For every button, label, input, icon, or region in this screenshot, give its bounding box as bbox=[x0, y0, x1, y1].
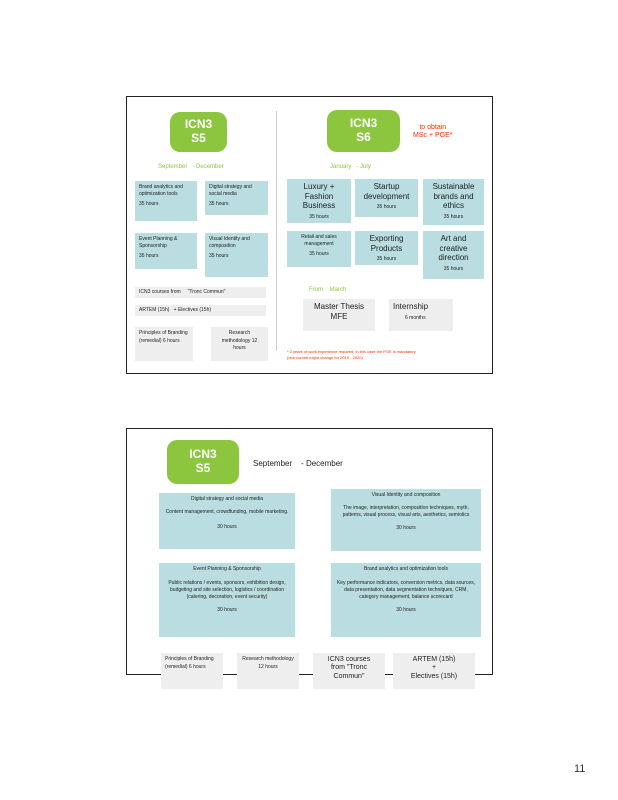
badge-line2: S6 bbox=[356, 130, 371, 144]
course-exporting-products: Exporting Products 35 hours bbox=[355, 231, 418, 265]
badge-line1: ICN3 bbox=[184, 117, 213, 132]
divider-line bbox=[276, 111, 277, 351]
course-event-planning: Event Planning & Sponsorship Public relations / events, sponsors, exhibition design, budgeting and site selection, logistics / coordination (catering, decoration, event security) 30 hours bbox=[159, 563, 295, 637]
course-brand-analytics: Brand analytics and optimization tools 35 hours bbox=[135, 181, 197, 221]
semester-period-s6: January - July bbox=[330, 164, 371, 170]
principles-branding: Principles of Branding (remedial) 6 hours bbox=[161, 653, 223, 689]
course-visual-identity: Visual Identity and composition The image, interpretation, composition techniques, myth, patterns, visual process, visual arts, aesthetics, semiotics 30 hours bbox=[331, 489, 481, 551]
icn3-tronc-commun: ICN3 courses from "Tronc Commun" bbox=[313, 653, 385, 689]
icn3-s5-badge bbox=[170, 112, 227, 152]
footnote: * 3 years of work experience required; in this case the PGE is mandatory (one course might change for 2019 - 2020) bbox=[287, 349, 416, 361]
course-visual-identity: Visual Identity and composition 35 hours bbox=[205, 233, 268, 277]
badge-line1: ICN3 bbox=[189, 447, 217, 462]
course-luxury-fashion: Luxury + Fashion Business 35 hours bbox=[287, 179, 351, 223]
slide-overview bbox=[126, 96, 493, 374]
page-number: 11 bbox=[574, 763, 586, 775]
badge-line2: S5 bbox=[195, 461, 211, 475]
artem-electives-row: ARTEM (15h) + Electives (15h) bbox=[135, 305, 266, 316]
course-retail-sales: Retail and sales management 35 hours bbox=[287, 231, 351, 267]
badge-line1: ICN3 bbox=[349, 116, 378, 131]
principles-branding: Principles of Branding (remedial) 6 hours bbox=[135, 327, 193, 361]
internship: Internship 6 months bbox=[389, 299, 453, 331]
semester-period: September - December bbox=[253, 459, 343, 468]
course-digital-strategy: Digital strategy and social media Content management, crowdfunding, mobile marketing. 30 hours bbox=[159, 493, 295, 549]
badge-line2: S5 bbox=[191, 131, 206, 145]
artem-electives: ARTEM (15h) + Electives (15h) bbox=[393, 653, 475, 689]
semester-period-s5: September - December bbox=[158, 164, 224, 170]
icn3-s6-badge bbox=[327, 110, 400, 152]
from-march-label: From March bbox=[309, 287, 347, 293]
course-digital-strategy: Digital strategy and social media 35 hours bbox=[205, 181, 268, 215]
icn3-s5-badge bbox=[167, 440, 239, 484]
obtain-note: to obtain MSc + PGE* bbox=[413, 124, 453, 140]
research-methodology: Research methodology 12 hours bbox=[211, 327, 268, 361]
research-methodology: Research methodology 12 hours bbox=[237, 653, 299, 689]
icn3-courses-row: ICN3 courses from "Tronc Commun" bbox=[135, 287, 266, 298]
course-brand-analytics: Brand analytics and optimization tools Key performance indicators, conversion metrics, data sources, data presentation, data segmentation techniques, CRM, category management, balance scorecard 30 hours bbox=[331, 563, 481, 637]
course-startup-development: Startup development 35 hours bbox=[355, 179, 418, 217]
course-sustainable-brands: Sustainable brands and ethics 35 hours bbox=[423, 179, 484, 225]
slide-s5-detail bbox=[126, 428, 493, 680]
master-thesis: Master Thesis MFE bbox=[303, 299, 375, 331]
course-art-creative: Art and creative direction 35 hours bbox=[423, 231, 484, 279]
course-event-planning: Event Planning & Sponsorship 35 hours bbox=[135, 233, 197, 269]
